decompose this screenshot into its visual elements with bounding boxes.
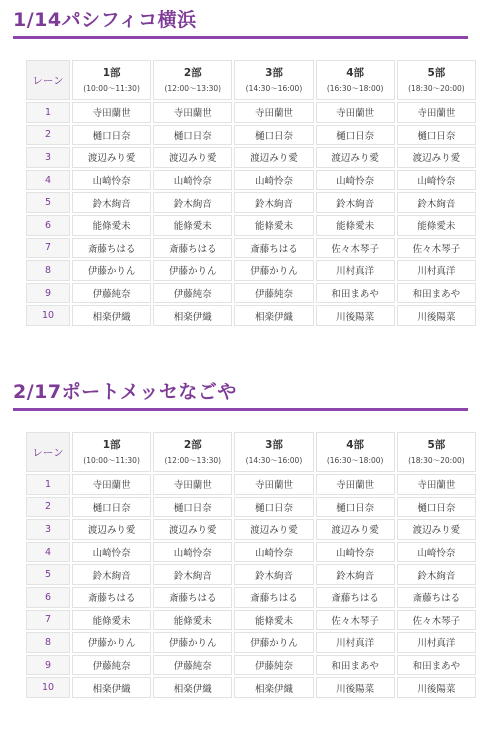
part-3-header — [234, 432, 313, 472]
member-cell: 渡辺みり愛 — [234, 519, 313, 540]
lane-column-header: レーン — [26, 60, 70, 100]
table-row — [26, 215, 476, 236]
part-4-header — [316, 432, 395, 472]
table-row — [26, 497, 476, 518]
lane-number: 6 — [26, 215, 70, 236]
table-row — [26, 170, 476, 191]
part-name: 5部 — [427, 438, 446, 451]
member-cell: 川村真洋 — [397, 632, 476, 653]
member-cell: 伊藤かりん — [72, 632, 151, 653]
lane-number: 1 — [26, 102, 70, 123]
member-cell: 樋口日奈 — [316, 125, 395, 146]
part-time: (16:30〜18:00) — [326, 83, 384, 93]
lane-number: 5 — [26, 564, 70, 585]
table-row — [26, 564, 476, 585]
member-cell: 山崎怜奈 — [397, 542, 476, 563]
member-cell: 能條愛未 — [234, 215, 313, 236]
member-cell: 斎藤ちはる — [153, 238, 232, 259]
member-cell: 鈴木絢音 — [153, 192, 232, 213]
member-cell: 寺田蘭世 — [234, 102, 313, 123]
member-cell: 和田まあや — [316, 283, 395, 304]
member-cell: 伊藤純奈 — [234, 283, 313, 304]
lane-number: 6 — [26, 587, 70, 608]
member-cell: 和田まあや — [397, 283, 476, 304]
member-cell: 伊藤純奈 — [153, 283, 232, 304]
table-row — [26, 147, 476, 168]
lane-number: 1 — [26, 474, 70, 495]
member-cell: 能條愛未 — [72, 215, 151, 236]
member-cell: 鈴木絢音 — [72, 564, 151, 585]
event-section-nagoya — [0, 378, 480, 695]
table-row — [26, 125, 476, 146]
member-cell: 寺田蘭世 — [316, 474, 395, 495]
lane-number: 3 — [26, 519, 70, 540]
lane-number: 5 — [26, 192, 70, 213]
member-cell: 相楽伊織 — [153, 677, 232, 698]
member-cell: 川村真洋 — [397, 260, 476, 281]
part-1-header — [72, 60, 151, 100]
table-row — [26, 519, 476, 540]
member-cell: 鈴木絢音 — [397, 192, 476, 213]
member-cell: 能條愛未 — [153, 215, 232, 236]
part-time: (14:30〜16:00) — [245, 83, 303, 93]
member-cell: 渡辺みり愛 — [316, 147, 395, 168]
member-cell: 渡辺みり愛 — [397, 147, 476, 168]
member-cell: 能條愛未 — [72, 610, 151, 631]
member-cell: 鈴木絢音 — [72, 192, 151, 213]
lane-number: 4 — [26, 170, 70, 191]
lane-number: 9 — [26, 283, 70, 304]
lane-number: 10 — [26, 677, 70, 698]
part-3-header — [234, 60, 313, 100]
part-4-header — [316, 60, 395, 100]
member-cell: 斎藤ちはる — [234, 587, 313, 608]
table-row — [26, 632, 476, 653]
part-name: 2部 — [183, 66, 202, 79]
table-row — [26, 474, 476, 495]
member-cell: 鈴木絢音 — [153, 564, 232, 585]
member-cell: 樋口日奈 — [72, 497, 151, 518]
table-row — [26, 283, 476, 304]
part-name: 3部 — [265, 438, 283, 451]
part-5-header — [397, 432, 476, 472]
member-cell: 山崎怜奈 — [397, 170, 476, 191]
table-row — [26, 102, 476, 123]
member-cell: 樋口日奈 — [153, 125, 232, 146]
part-time: (14:30〜16:00) — [245, 455, 303, 465]
member-cell: 渡辺みり愛 — [234, 147, 313, 168]
part-time: (16:30〜18:00) — [326, 455, 384, 465]
table-header-row — [26, 432, 476, 472]
member-cell: 鈴木絢音 — [234, 564, 313, 585]
member-cell: 斎藤ちはる — [72, 587, 151, 608]
member-cell: 能條愛未 — [397, 215, 476, 236]
member-cell: 佐々木琴子 — [316, 238, 395, 259]
schedule-table — [24, 430, 478, 700]
member-cell: 伊藤純奈 — [72, 283, 151, 304]
member-cell: 伊藤純奈 — [234, 655, 313, 676]
table-row — [26, 677, 476, 698]
member-cell: 川後陽菜 — [316, 305, 395, 326]
part-time: (12:00〜13:30) — [164, 83, 222, 93]
table-row — [26, 238, 476, 259]
event-section-yokohama — [0, 6, 480, 323]
part-name: 4部 — [346, 66, 365, 79]
part-time: (18:30〜20:00) — [408, 83, 465, 93]
lane-number: 9 — [26, 655, 70, 676]
table-row — [26, 542, 476, 563]
member-cell: 寺田蘭世 — [153, 102, 232, 123]
member-cell: 斎藤ちはる — [153, 587, 232, 608]
part-2-header — [153, 60, 232, 100]
lane-number: 8 — [26, 260, 70, 281]
lane-number: 4 — [26, 542, 70, 563]
table-body — [26, 102, 476, 326]
part-2-header — [153, 432, 232, 472]
member-cell: 和田まあや — [316, 655, 395, 676]
member-cell: 川後陽菜 — [397, 677, 476, 698]
lane-number: 8 — [26, 632, 70, 653]
part-name: 5部 — [427, 66, 446, 79]
schedule-table — [24, 58, 478, 328]
member-cell: 渡辺みり愛 — [397, 519, 476, 540]
member-cell: 鈴木絢音 — [316, 192, 395, 213]
member-cell: 伊藤純奈 — [153, 655, 232, 676]
member-cell: 山崎怜奈 — [153, 170, 232, 191]
member-cell: 伊藤かりん — [234, 632, 313, 653]
part-name: 4部 — [346, 438, 365, 451]
member-cell: 川村真洋 — [316, 260, 395, 281]
lane-number: 7 — [26, 610, 70, 631]
member-cell: 樋口日奈 — [397, 497, 476, 518]
member-cell: 渡辺みり愛 — [72, 519, 151, 540]
member-cell: 斎藤ちはる — [234, 238, 313, 259]
member-cell: 樋口日奈 — [153, 497, 232, 518]
member-cell: 相楽伊織 — [153, 305, 232, 326]
member-cell: 佐々木琴子 — [397, 238, 476, 259]
member-cell: 樋口日奈 — [316, 497, 395, 518]
part-1-header — [72, 432, 151, 472]
member-cell: 鈴木絢音 — [234, 192, 313, 213]
part-time: (12:00〜13:30) — [164, 455, 222, 465]
member-cell: 川後陽菜 — [397, 305, 476, 326]
part-name: 1部 — [102, 66, 121, 79]
member-cell: 寺田蘭世 — [234, 474, 313, 495]
member-cell: 渡辺みり愛 — [316, 519, 395, 540]
member-cell: 川村真洋 — [316, 632, 395, 653]
member-cell: 渡辺みり愛 — [72, 147, 151, 168]
table-row — [26, 655, 476, 676]
member-cell: 山崎怜奈 — [72, 170, 151, 191]
part-time: (10:00〜11:30) — [83, 455, 140, 465]
member-cell: 伊藤かりん — [153, 260, 232, 281]
member-cell: 樋口日奈 — [397, 125, 476, 146]
member-cell: 相楽伊織 — [234, 305, 313, 326]
member-cell: 佐々木琴子 — [397, 610, 476, 631]
table-header-row — [26, 60, 476, 100]
member-cell: 渡辺みり愛 — [153, 519, 232, 540]
member-cell: 伊藤かりん — [234, 260, 313, 281]
member-cell: 斎藤ちはる — [316, 587, 395, 608]
member-cell: 山崎怜奈 — [316, 542, 395, 563]
lane-number: 2 — [26, 497, 70, 518]
member-cell: 鈴木絢音 — [316, 564, 395, 585]
member-cell: 渡辺みり愛 — [153, 147, 232, 168]
member-cell: 伊藤純奈 — [72, 655, 151, 676]
member-cell: 能條愛未 — [316, 215, 395, 236]
table-body — [26, 474, 476, 698]
part-time: (10:00〜11:30) — [83, 83, 140, 93]
member-cell: 樋口日奈 — [234, 125, 313, 146]
table-row — [26, 305, 476, 326]
member-cell: 寺田蘭世 — [153, 474, 232, 495]
table-row — [26, 192, 476, 213]
member-cell: 和田まあや — [397, 655, 476, 676]
member-cell: 相楽伊織 — [234, 677, 313, 698]
member-cell: 伊藤かりん — [72, 260, 151, 281]
member-cell: 寺田蘭世 — [397, 102, 476, 123]
lane-number: 2 — [26, 125, 70, 146]
member-cell: 相楽伊織 — [72, 677, 151, 698]
member-cell: 山崎怜奈 — [316, 170, 395, 191]
member-cell: 斎藤ちはる — [397, 587, 476, 608]
member-cell: 山崎怜奈 — [153, 542, 232, 563]
event-heading: 2/17ポートメッセなごや — [13, 378, 468, 411]
member-cell: 樋口日奈 — [234, 497, 313, 518]
table-row — [26, 260, 476, 281]
member-cell: 佐々木琴子 — [316, 610, 395, 631]
part-name: 3部 — [265, 66, 283, 79]
lane-number: 7 — [26, 238, 70, 259]
table-row — [26, 587, 476, 608]
event-heading: 1/14パシフィコ横浜 — [13, 6, 468, 39]
member-cell: 寺田蘭世 — [397, 474, 476, 495]
lane-number: 3 — [26, 147, 70, 168]
member-cell: 山崎怜奈 — [72, 542, 151, 563]
part-name: 2部 — [183, 438, 202, 451]
member-cell: 寺田蘭世 — [72, 474, 151, 495]
member-cell: 鈴木絢音 — [397, 564, 476, 585]
member-cell: 山崎怜奈 — [234, 542, 313, 563]
lane-number: 10 — [26, 305, 70, 326]
member-cell: 川後陽菜 — [316, 677, 395, 698]
member-cell: 能條愛未 — [153, 610, 232, 631]
member-cell: 山崎怜奈 — [234, 170, 313, 191]
table-row — [26, 610, 476, 631]
part-5-header — [397, 60, 476, 100]
member-cell: 寺田蘭世 — [72, 102, 151, 123]
member-cell: 樋口日奈 — [72, 125, 151, 146]
member-cell: 相楽伊織 — [72, 305, 151, 326]
lane-column-header: レーン — [26, 432, 70, 472]
member-cell: 寺田蘭世 — [316, 102, 395, 123]
member-cell: 伊藤かりん — [153, 632, 232, 653]
part-name: 1部 — [102, 438, 121, 451]
member-cell: 能條愛未 — [234, 610, 313, 631]
part-time: (18:30〜20:00) — [408, 455, 465, 465]
member-cell: 斎藤ちはる — [72, 238, 151, 259]
